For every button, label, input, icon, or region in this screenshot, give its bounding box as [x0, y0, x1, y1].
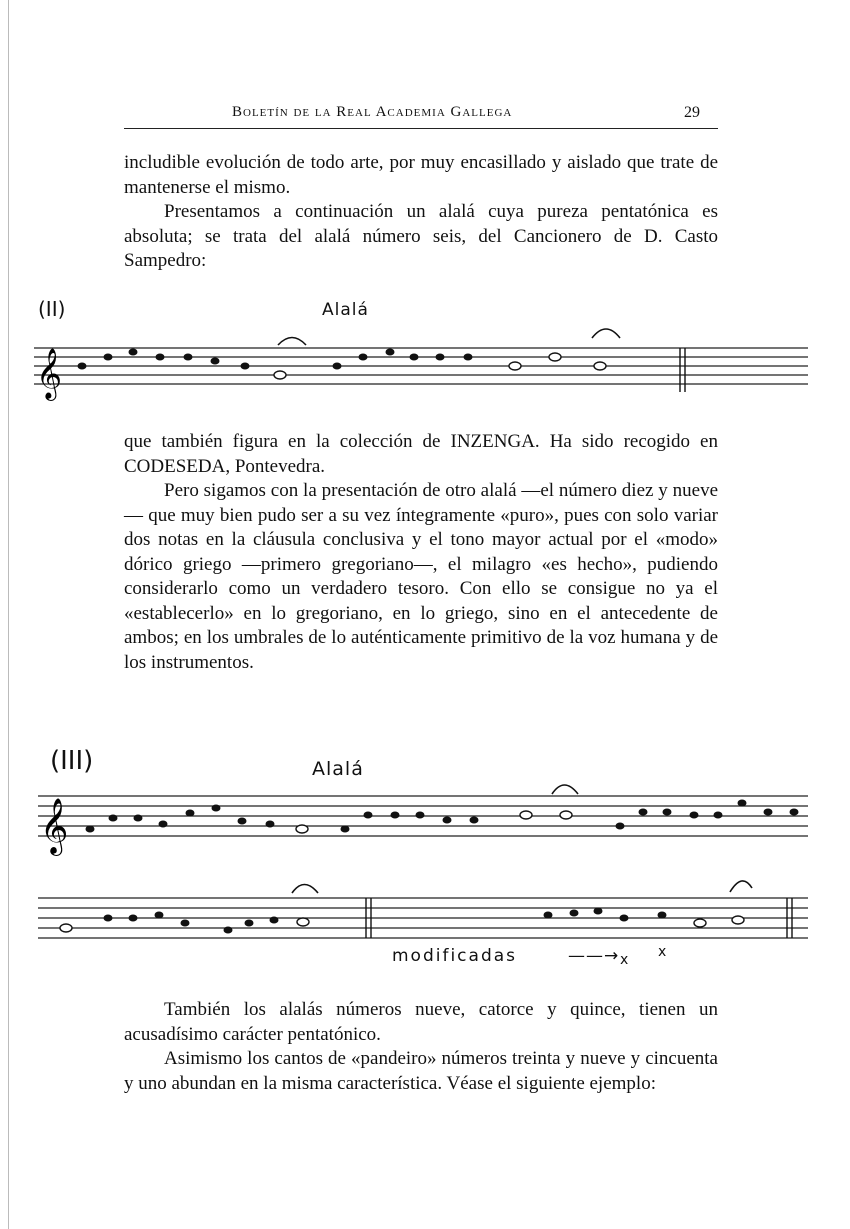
page-number: 29 [684, 104, 700, 121]
paragraph-argument: Pero sigamos con la presentación de otro alalá —el número diez y nueve— que muy bien pudo ser a su vez íntegramente «puro», pues con solo variar dos notas en la cláusula conclusiva y el tono mayor actual por el «modo» dórico griego —primero gregoriano—, el milagro «es hecho», pudiendo considerarlo como un verdadero tesoro. Con ello se consigue no ya el «establecerlo» en lo gregoriano, en lo griego, sino en el antecedente de ambos; en los umbrales de lo auténticamente primitivo de la voz humana y de los instrumentos. [124, 480, 718, 673]
fermata-mark [552, 785, 578, 794]
treble-clef-icon: 𝄞 [40, 798, 69, 854]
staff-lines-lower [38, 898, 808, 938]
annotation-mark: x [658, 944, 668, 960]
journal-title: Boletín de la Real Academia Gallega [232, 104, 513, 120]
paragraph-source: que también figura en la colección de INZENGA. Ha sido recogido en CODESEDA, Pontevedra. [124, 431, 718, 477]
paragraph-continuation: includible evolución de todo arte, por muy encasillado y aislado que trate de mantenerse el mismo. [124, 152, 718, 198]
annotation-arrow-icon: ——→ [568, 946, 620, 966]
annotation-modificadas: modificadas [392, 946, 518, 966]
notes-lower [60, 908, 744, 934]
example-two-title: Alalá [322, 300, 369, 320]
example-number-three: (III) [50, 746, 94, 776]
paragraph-intro-example: Presentamos a continuación un alalá cuya pureza pentatónica es absoluta; se trata del alalá número seis, del Cancionero de D. Casto Sampedro: [124, 201, 718, 271]
annotation-mark: x [620, 952, 630, 968]
treble-clef-icon: 𝄞 [36, 348, 63, 399]
example-number-two: (II) [38, 297, 66, 321]
paragraph-pandeiro: Asimismo los cantos de «pandeiro» números treinta y nueve y cincuenta y uno abundan en la misma característica. Véase el siguiente ejemplo: [124, 1048, 718, 1094]
paragraph-pentatonic: También los alalás números nueve, catorce y quince, tienen un acusadísimo carácter pentatónico. [124, 999, 718, 1045]
fermata-mark [292, 885, 318, 894]
fermata-mark [730, 881, 752, 892]
example-three-title: Alalá [312, 758, 364, 780]
